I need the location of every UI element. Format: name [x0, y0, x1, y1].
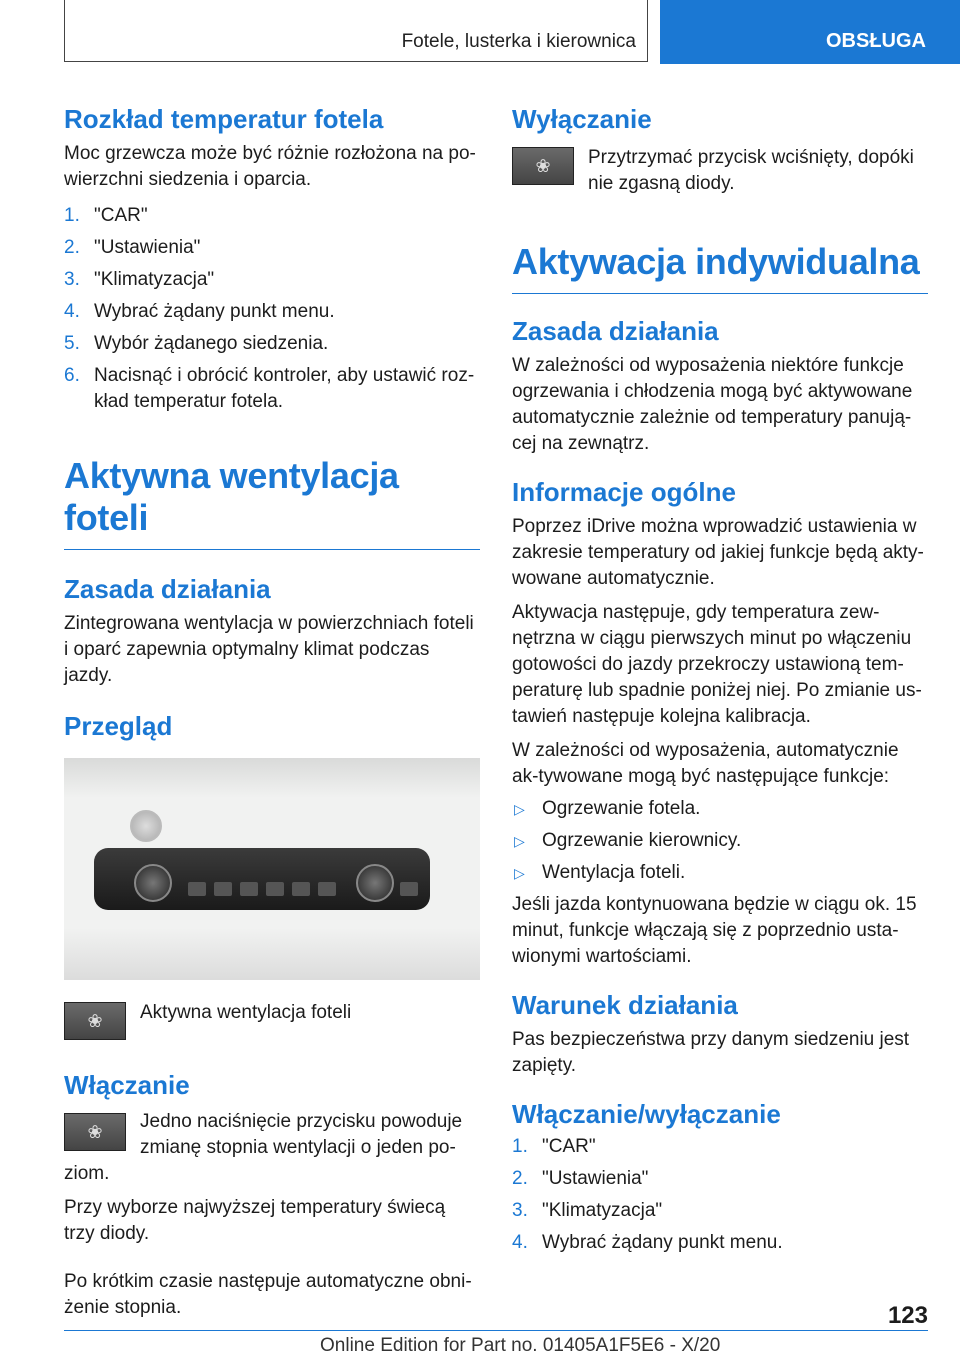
paragraph: Pas bezpieczeństwa przy danym siedzeniu jest zapięty. [512, 1029, 910, 1076]
climate-panel-photo [64, 758, 480, 980]
step-text: "Ustawienia" [542, 1168, 649, 1189]
paragraph: Przytrzymać przycisk wciśnięty, dopóki nie zgasną diody. [588, 147, 914, 194]
section-tab: OBSŁUGA [660, 0, 960, 64]
seat-vent-icon [214, 882, 232, 896]
defrost-icon [292, 882, 310, 896]
step-number: 3. [64, 269, 80, 290]
step-number: 5. [64, 333, 80, 354]
paragraph: Po krótkim czasie następuje automatyczne obni-żenie stopnia. [64, 1271, 472, 1318]
paragraph: Moc grzewcza może być różnie rozłożona na po-wierzchni siedzenia i oparcia. [64, 143, 476, 190]
step-number: 4. [64, 301, 80, 322]
paragraph: Aktywacja następuje, gdy temperatura zew-nętrzna w ciągu pierwszych minut po włączeniu gotowości do jazdy przekroczy ustawioną tem-peraturę lub spadnie poniżej niej. Po zmianie us-tawień następuje kolejna kalibracja. [512, 602, 922, 727]
step-number: 1. [64, 205, 80, 226]
steps-list [64, 203, 480, 415]
paragraph: Zintegrowana wentylacja w powierzchniach foteli i oparć zapewnia optymalny klimat podczas jazdy. [64, 613, 474, 686]
chapter-heading: Aktywacja indywidualna [512, 241, 920, 282]
fan-icon [240, 882, 258, 896]
footer-rule [64, 1330, 928, 1331]
seat-ventilation-button-icon: ❀ [64, 1002, 126, 1040]
triangle-bullet-icon: ▷ [514, 833, 525, 849]
section-title: Rozkład temperatur fotela [64, 104, 384, 134]
chapter-heading: Aktywna wentylacja foteli [64, 455, 399, 538]
steps-list [512, 1134, 928, 1256]
step-text: "Klimatyzacja" [94, 269, 215, 290]
bullet-item [512, 796, 928, 822]
section-title: Wyłączanie [512, 104, 652, 134]
right-temp-knob [356, 864, 394, 902]
step-item [512, 1166, 928, 1192]
left-column [64, 104, 480, 1321]
paragraph: W zależności od wyposażenia niektóre funkcje ogrzewania i chłodzenia mogą być aktywowane automatycznie zależnie od temperatury panują-cej na zewnątrz. [512, 355, 913, 454]
step-item [512, 1198, 928, 1224]
step-item [512, 1134, 928, 1160]
section-title: Włączanie/wyłączanie [512, 1099, 781, 1129]
step-text: Nacisnąć i obrócić kontroler, aby ustawić roz-kład temperatur fotela. [94, 365, 475, 412]
bullet-item [512, 828, 928, 854]
step-number: 2. [512, 1168, 528, 1189]
section-title: Przegląd [64, 711, 173, 741]
triangle-bullet-icon: ▷ [514, 801, 525, 817]
step-text: "CAR" [542, 1136, 596, 1157]
edition-note: Online Edition for Part no. 01405A1F5E6 - X/20 [320, 1335, 721, 1356]
step-number: 1. [512, 1136, 528, 1157]
step-text: Wybrać żądany punkt menu. [542, 1232, 783, 1253]
triangle-bullet-icon: ▷ [514, 865, 525, 881]
paragraph: Przy wyborze najwyższej temperatury świecą trzy diody. [64, 1197, 446, 1244]
step-number: 6. [64, 365, 80, 386]
section-title: Zasada działania [512, 316, 719, 346]
section-title: Zasada działania [64, 574, 271, 604]
step-number: 3. [512, 1200, 528, 1221]
bullet-text: Wentylacja foteli. [542, 862, 686, 883]
step-text: "Klimatyzacja" [542, 1200, 663, 1221]
step-item [512, 1230, 928, 1256]
seat-ventilation-button-icon: ❀ [64, 1113, 126, 1151]
airflow-icon [266, 882, 284, 896]
step-text: Wybór żądanego siedzenia. [94, 333, 329, 354]
section-title: Warunek działania [512, 990, 738, 1020]
step-number: 2. [64, 237, 80, 258]
step-item [64, 267, 480, 293]
rear-defrost-icon [318, 882, 336, 896]
console-shadow [64, 928, 480, 980]
bullet-list [512, 796, 928, 886]
heading-rule [64, 549, 480, 550]
bullet-text: Ogrzewanie kierownicy. [542, 830, 742, 851]
step-item [64, 299, 480, 325]
step-item [64, 331, 480, 357]
step-item [64, 235, 480, 261]
step-item [64, 363, 480, 415]
seat-ventilation-button-icon: ❀ [512, 147, 574, 185]
icon-caption: Aktywna wentylacja foteli [140, 1002, 352, 1023]
left-temp-knob [134, 864, 172, 902]
step-item [64, 203, 480, 229]
bullet-item [512, 860, 928, 886]
cd-eject-icon [130, 810, 162, 842]
paragraph: Jeśli jazda kontynuowana będzie w ciągu ok. 15 minut, funkcje włączają się z poprzednio usta-wionymi wartościami. [512, 894, 917, 967]
paragraph: Jedno naciśnięcie przycisku powoduje zmianę stopnia wentylacji o jeden po-ziom. [64, 1111, 463, 1184]
bullet-text: Ogrzewanie fotela. [542, 798, 701, 819]
right-column [512, 104, 928, 1256]
section-title: Włączanie [64, 1070, 190, 1100]
chapter-title: Fotele, lusterka i kierownica [401, 31, 636, 52]
heading-rule [512, 293, 928, 294]
paragraph: W zależności od wyposażenia, automatycznie ak-tywowane mogą być następujące funkcje: [512, 740, 899, 787]
paragraph: Poprzez iDrive można wprowadzić ustawienia w zakresie temperatury od jakiej funkcje będą akty-wowane automatycznie. [512, 516, 924, 589]
step-number: 4. [512, 1232, 528, 1253]
step-text: "Ustawienia" [94, 237, 201, 258]
page-number: 123 [887, 1302, 928, 1329]
control-panel [94, 848, 430, 910]
seat-heat-icon [188, 882, 206, 896]
dashboard-vent [64, 758, 480, 798]
section-title: Informacje ogólne [512, 477, 736, 507]
step-text: Wybrać żądany punkt menu. [94, 301, 335, 322]
ac-icon [400, 882, 418, 896]
step-text: "CAR" [94, 205, 148, 226]
